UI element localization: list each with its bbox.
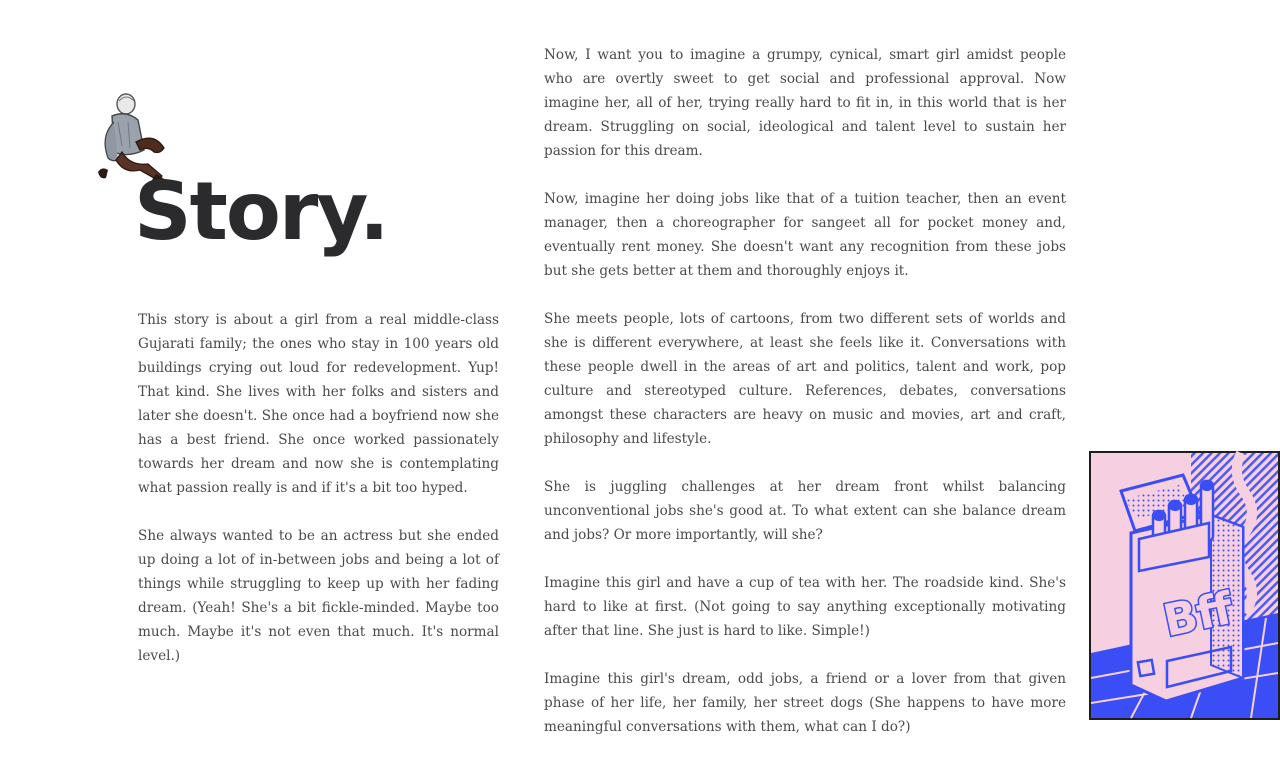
- paragraph: Imagine this girl's dream, odd jobs, a friend or a lover from that given phase of her life, her family, her street dogs (She happens to have more meaningful conversations with them, what can I do?): [544, 671, 1066, 735]
- bff-pack-poster: [1089, 451, 1280, 720]
- story-intro-column: [138, 308, 499, 692]
- paragraph: Imagine this girl and have a cup of tea with her. The roadside kind. She's hard to like at first. (Not going to say anything exceptionally motivating after that line. She just is hard to like. Simple!): [544, 575, 1066, 639]
- pack-brand-label: Bff: [1159, 582, 1238, 648]
- paragraph: She is juggling challenges at her dream front whilst balancing unconventional jobs she's good at. To what extent can she balance dream and jobs? Or more importantly, will she?: [544, 479, 1066, 543]
- paragraph: She meets people, lots of cartoons, from two different sets of worlds and she is different everywhere, at least she feels like it. Conversations with these people dwell in the areas of art and politics, talent and work, pop culture and stereotyped culture. References, debates, conversations amongst these characters are heavy on music and movies, art and craft, philosophy and lifestyle.: [544, 311, 1066, 447]
- paragraph: She always wanted to be an actress but she ended up doing a lot of in-between jobs and being a lot of things while struggling to keep up with her fading dream. (Yeah! She's a bit fickle-minded. Maybe too much. Maybe it's not even that much. It's normal level.): [138, 528, 499, 664]
- cigarette-pack-illustration: [1091, 453, 1278, 718]
- story-detail-column: [544, 43, 1066, 763]
- paragraph: This story is about a girl from a real middle-class Gujarati family; the ones who stay in 100 years old buildings crying out loud for redevelopment. Yup! That kind. She lives with her folks and sisters and later she doesn't. She once had a boyfriend now she has a best friend. She once worked passionately towards her dream and now she is contemplating what passion really is and if it's a bit too hyped.: [138, 312, 499, 496]
- paragraph: Now, I want you to imagine a grumpy, cynical, smart girl amidst people who are overtly sweet to get social and professional approval. Now imagine her, all of her, trying really hard to fit in, in this world that is her dream. Struggling on social, ideological and talent level to sustain her passion for this dream.: [544, 47, 1066, 159]
- page-title: Story.: [134, 165, 388, 258]
- paragraph: Now, imagine her doing jobs like that of a tuition teacher, then an event manager, then a choreographer for sangeet all for pocket money and, eventually rent money. She doesn't want any recognition from these jobs but she gets better at them and thoroughly enjoys it.: [544, 191, 1066, 279]
